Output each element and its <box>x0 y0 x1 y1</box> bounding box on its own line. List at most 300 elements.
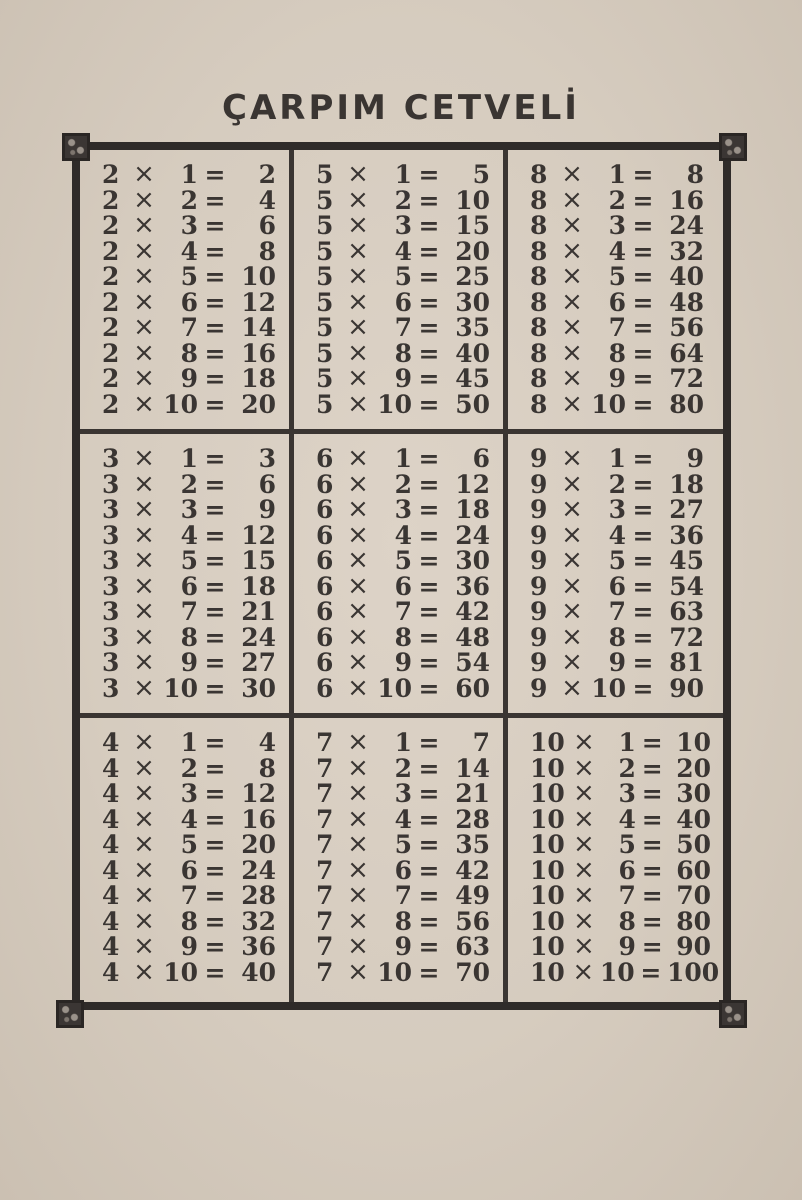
table-row <box>530 880 711 911</box>
corner-ornament <box>719 133 747 161</box>
times-sign: × <box>573 778 595 809</box>
product: 20 <box>241 830 276 860</box>
equals-sign: = <box>632 287 654 317</box>
times-sign: × <box>561 545 583 576</box>
times-sign: × <box>561 312 583 343</box>
multiplicand: 10 <box>530 957 565 987</box>
equals-sign: = <box>204 648 226 678</box>
equals-sign: = <box>204 444 226 474</box>
multiplication-grid <box>80 150 723 1002</box>
multiplicand: 9 <box>530 520 548 550</box>
product: 36 <box>669 520 704 550</box>
equals-sign: = <box>632 648 654 678</box>
times-sign: × <box>133 570 155 601</box>
times-sign: × <box>347 931 369 962</box>
multiplicand: 7 <box>316 830 334 860</box>
equals-sign: = <box>204 881 226 911</box>
multiplicand: 6 <box>316 648 334 678</box>
times-sign: × <box>133 752 155 783</box>
product: 42 <box>455 597 490 627</box>
multiplicand: 8 <box>530 185 548 215</box>
equals-sign: = <box>418 185 440 215</box>
product: 16 <box>241 804 276 834</box>
equals-sign: = <box>418 830 440 860</box>
times-sign: × <box>133 312 155 343</box>
times-sign: × <box>347 261 369 292</box>
multiplicand: 10 <box>530 881 565 911</box>
times-sign: × <box>133 931 155 962</box>
product: 16 <box>241 338 276 368</box>
product: 30 <box>676 779 711 809</box>
table-row <box>530 621 711 652</box>
multiplier: 9 <box>180 648 198 678</box>
multiplicand: 9 <box>530 546 548 576</box>
equals-sign: = <box>641 804 663 834</box>
times-sign: × <box>133 519 155 550</box>
table-row <box>102 931 277 962</box>
table-row <box>316 596 491 627</box>
product: 14 <box>455 753 490 783</box>
table-row <box>530 803 711 834</box>
multiplier: 6 <box>180 287 198 317</box>
product: 30 <box>455 287 490 317</box>
multiplicand: 8 <box>530 389 548 419</box>
equals-sign: = <box>418 571 440 601</box>
multiplier: 7 <box>608 313 626 343</box>
multiplicand: 9 <box>530 673 548 703</box>
product: 72 <box>669 364 704 394</box>
multiplier: 6 <box>180 855 198 885</box>
multiplier: 10 <box>377 957 412 987</box>
equals-sign: = <box>418 855 440 885</box>
equals-sign: = <box>204 830 226 860</box>
equals-sign: = <box>632 469 654 499</box>
equals-sign: = <box>204 364 226 394</box>
multiplier: 5 <box>608 546 626 576</box>
table-row <box>316 647 491 678</box>
product: 27 <box>669 495 704 525</box>
multiplier: 7 <box>394 881 412 911</box>
equals-sign: = <box>632 185 654 215</box>
multiplicand: 6 <box>316 546 334 576</box>
equals-sign: = <box>204 906 226 936</box>
multiplicand: 2 <box>102 287 120 317</box>
product: 30 <box>241 673 276 703</box>
product: 60 <box>676 855 711 885</box>
times-sign: × <box>133 235 155 266</box>
times-sign: × <box>347 312 369 343</box>
multiplicand: 3 <box>102 597 120 627</box>
equals-sign: = <box>632 211 654 241</box>
product: 21 <box>455 779 490 809</box>
table-block-10 <box>508 718 723 1002</box>
table-row <box>102 752 277 783</box>
multiplier: 1 <box>618 728 636 758</box>
table-row <box>316 363 491 394</box>
multiplier: 3 <box>180 495 198 525</box>
equals-sign: = <box>204 236 226 266</box>
multiplier: 9 <box>608 648 626 678</box>
product: 12 <box>455 469 490 499</box>
equals-sign: = <box>418 469 440 499</box>
multiplier: 1 <box>180 444 198 474</box>
equals-sign: = <box>632 520 654 550</box>
equals-sign: = <box>632 364 654 394</box>
multiplicand: 5 <box>316 211 334 241</box>
table-row <box>102 184 277 215</box>
multiplicand: 4 <box>102 855 120 885</box>
multiplicand: 9 <box>530 469 548 499</box>
product: 50 <box>676 830 711 860</box>
table-block-6 <box>294 434 508 718</box>
table-row <box>102 210 277 241</box>
product: 10 <box>241 262 276 292</box>
multiplier: 10 <box>377 673 412 703</box>
product: 42 <box>455 855 490 885</box>
equals-sign: = <box>204 855 226 885</box>
multiplier: 9 <box>180 932 198 962</box>
multiplicand: 5 <box>316 160 334 190</box>
equals-sign: = <box>418 236 440 266</box>
equals-sign: = <box>204 622 226 652</box>
multiplier: 1 <box>394 444 412 474</box>
table-row <box>530 931 711 962</box>
product: 20 <box>455 236 490 266</box>
equals-sign: = <box>204 571 226 601</box>
multiplicand: 5 <box>316 389 334 419</box>
equals-sign: = <box>418 160 440 190</box>
table-row <box>316 854 491 885</box>
table-row <box>530 672 711 703</box>
multiplicand: 6 <box>316 673 334 703</box>
table-row <box>102 647 277 678</box>
times-sign: × <box>133 337 155 368</box>
multiplier: 8 <box>608 338 626 368</box>
multiplier: 7 <box>180 597 198 627</box>
product: 48 <box>669 287 704 317</box>
equals-sign: = <box>632 597 654 627</box>
equals-sign: = <box>418 648 440 678</box>
equals-sign: = <box>632 444 654 474</box>
table-block-7 <box>294 718 508 1002</box>
multiplicand: 8 <box>530 262 548 292</box>
equals-sign: = <box>418 262 440 292</box>
equals-sign: = <box>418 546 440 576</box>
table-row <box>530 778 711 809</box>
times-sign: × <box>561 647 583 678</box>
product: 56 <box>669 313 704 343</box>
table-row <box>102 261 277 292</box>
product: 40 <box>676 804 711 834</box>
multiplier: 1 <box>394 160 412 190</box>
times-sign: × <box>347 443 369 474</box>
times-sign: × <box>133 184 155 215</box>
multiplier: 5 <box>180 262 198 292</box>
multiplicand: 10 <box>530 728 565 758</box>
table-row <box>102 312 277 343</box>
times-sign: × <box>347 519 369 550</box>
times-sign: × <box>561 210 583 241</box>
product: 8 <box>686 160 704 190</box>
equals-sign: = <box>204 957 226 987</box>
equals-sign: = <box>640 957 662 987</box>
table-row <box>102 803 277 834</box>
table-row <box>316 803 491 834</box>
multiplicand: 7 <box>316 855 334 885</box>
multiplicand: 4 <box>102 830 120 860</box>
times-sign: × <box>133 621 155 652</box>
multiplicand: 4 <box>102 957 120 987</box>
multiplier: 1 <box>180 160 198 190</box>
table-row <box>102 337 277 368</box>
equals-sign: = <box>418 932 440 962</box>
equals-sign: = <box>204 546 226 576</box>
multiplicand: 4 <box>102 881 120 911</box>
times-sign: × <box>347 159 369 190</box>
multiplier: 2 <box>618 753 636 783</box>
times-sign: × <box>133 647 155 678</box>
multiplicand: 5 <box>316 287 334 317</box>
table-row <box>102 854 277 885</box>
product: 6 <box>258 469 276 499</box>
times-sign: × <box>133 494 155 525</box>
equals-sign: = <box>418 906 440 936</box>
corner-ornament <box>56 1000 84 1028</box>
product: 48 <box>455 622 490 652</box>
table-row <box>102 956 277 987</box>
product: 14 <box>241 313 276 343</box>
product: 90 <box>676 932 711 962</box>
multiplicand: 8 <box>530 211 548 241</box>
product: 100 <box>667 957 720 987</box>
times-sign: × <box>133 956 155 987</box>
equals-sign: = <box>632 236 654 266</box>
product: 24 <box>241 622 276 652</box>
table-row <box>316 388 491 419</box>
times-sign: × <box>573 803 595 834</box>
multiplicand: 3 <box>102 622 120 652</box>
equals-sign: = <box>632 160 654 190</box>
table-row <box>316 494 491 525</box>
table-row <box>530 956 720 987</box>
multiplier: 8 <box>180 622 198 652</box>
multiplier: 9 <box>394 932 412 962</box>
multiplier: 8 <box>394 906 412 936</box>
times-sign: × <box>133 596 155 627</box>
product: 50 <box>455 389 490 419</box>
multiplier: 9 <box>180 364 198 394</box>
times-sign: × <box>133 854 155 885</box>
equals-sign: = <box>418 338 440 368</box>
multiplicand: 10 <box>530 830 565 860</box>
table-row <box>316 312 491 343</box>
multiplicand: 2 <box>102 236 120 266</box>
multiplier: 4 <box>180 804 198 834</box>
multiplicand: 6 <box>316 469 334 499</box>
table-row <box>102 235 277 266</box>
multiplier: 7 <box>394 313 412 343</box>
table-block-8 <box>508 150 723 434</box>
table-row <box>102 363 277 394</box>
multiplicand: 7 <box>316 932 334 962</box>
multiplier: 8 <box>180 338 198 368</box>
table-row <box>316 727 491 758</box>
multiplier: 4 <box>608 520 626 550</box>
multiplier: 6 <box>394 855 412 885</box>
product: 21 <box>241 597 276 627</box>
multiplier: 10 <box>377 389 412 419</box>
times-sign: × <box>133 672 155 703</box>
product: 90 <box>669 673 704 703</box>
table-row <box>102 159 277 190</box>
product: 18 <box>241 364 276 394</box>
times-sign: × <box>561 286 583 317</box>
equals-sign: = <box>418 804 440 834</box>
multiplicand: 5 <box>316 338 334 368</box>
multiplicand: 9 <box>530 495 548 525</box>
product: 24 <box>455 520 490 550</box>
multiplier: 7 <box>618 881 636 911</box>
product: 40 <box>455 338 490 368</box>
multiplicand: 6 <box>316 597 334 627</box>
multiplicand: 5 <box>316 313 334 343</box>
multiplier: 3 <box>180 211 198 241</box>
table-row <box>316 672 491 703</box>
multiplicand: 3 <box>102 444 120 474</box>
product: 6 <box>472 444 490 474</box>
multiplier: 4 <box>180 520 198 550</box>
multiplicand: 9 <box>530 597 548 627</box>
table-row <box>316 752 491 783</box>
times-sign: × <box>347 596 369 627</box>
table-row <box>530 570 711 601</box>
product: 5 <box>472 160 490 190</box>
product: 30 <box>455 546 490 576</box>
multiplicand: 2 <box>102 338 120 368</box>
equals-sign: = <box>204 932 226 962</box>
product: 18 <box>669 469 704 499</box>
table-row <box>530 261 711 292</box>
table-row <box>530 363 711 394</box>
multiplicand: 10 <box>530 932 565 962</box>
times-sign: × <box>347 210 369 241</box>
table-row <box>102 880 277 911</box>
product: 4 <box>258 185 276 215</box>
multiplier: 8 <box>394 338 412 368</box>
multiplicand: 9 <box>530 571 548 601</box>
equals-sign: = <box>632 622 654 652</box>
times-sign: × <box>133 803 155 834</box>
times-sign: × <box>133 388 155 419</box>
multiplier: 7 <box>608 597 626 627</box>
times-sign: × <box>347 570 369 601</box>
times-sign: × <box>561 235 583 266</box>
table-row <box>102 570 277 601</box>
equals-sign: = <box>418 287 440 317</box>
times-sign: × <box>347 778 369 809</box>
multiplier: 3 <box>394 495 412 525</box>
times-sign: × <box>133 210 155 241</box>
multiplicand: 8 <box>530 287 548 317</box>
multiplicand: 4 <box>102 779 120 809</box>
times-sign: × <box>347 752 369 783</box>
multiplicand: 4 <box>102 728 120 758</box>
product: 63 <box>455 932 490 962</box>
table-row <box>102 519 277 550</box>
multiplicand: 2 <box>102 262 120 292</box>
multiplicand: 7 <box>316 804 334 834</box>
times-sign: × <box>347 880 369 911</box>
product: 20 <box>676 753 711 783</box>
multiplier: 5 <box>618 830 636 860</box>
times-sign: × <box>133 159 155 190</box>
table-row <box>316 210 491 241</box>
multiplier: 9 <box>618 932 636 962</box>
multiplier: 5 <box>394 830 412 860</box>
times-sign: × <box>347 184 369 215</box>
times-sign: × <box>347 337 369 368</box>
multiplier: 1 <box>608 160 626 190</box>
product: 2 <box>258 160 276 190</box>
product: 35 <box>455 830 490 860</box>
table-row <box>530 829 711 860</box>
multiplicand: 8 <box>530 160 548 190</box>
product: 45 <box>455 364 490 394</box>
table-row <box>102 388 277 419</box>
multiplier: 1 <box>608 444 626 474</box>
equals-sign: = <box>204 389 226 419</box>
equals-sign: = <box>204 313 226 343</box>
multiplicand: 7 <box>316 779 334 809</box>
multiplicand: 8 <box>530 364 548 394</box>
table-row <box>316 880 491 911</box>
multiplicand: 6 <box>316 444 334 474</box>
table-row <box>316 545 491 576</box>
table-row <box>316 184 491 215</box>
table-row <box>316 235 491 266</box>
table-row <box>530 337 711 368</box>
equals-sign: = <box>641 855 663 885</box>
product: 20 <box>241 389 276 419</box>
product: 12 <box>241 520 276 550</box>
times-sign: × <box>347 647 369 678</box>
equals-sign: = <box>418 728 440 758</box>
table-block-9 <box>508 434 723 718</box>
equals-sign: = <box>204 495 226 525</box>
equals-sign: = <box>641 906 663 936</box>
multiplicand: 7 <box>316 881 334 911</box>
times-sign: × <box>347 621 369 652</box>
multiplier: 1 <box>394 728 412 758</box>
table-row <box>102 829 277 860</box>
multiplicand: 7 <box>316 957 334 987</box>
table-row <box>530 443 711 474</box>
equals-sign: = <box>418 881 440 911</box>
table-row <box>102 494 277 525</box>
table-row <box>316 261 491 292</box>
times-sign: × <box>561 184 583 215</box>
multiplicand: 4 <box>102 804 120 834</box>
times-sign: × <box>133 545 155 576</box>
product: 60 <box>455 673 490 703</box>
table-row <box>530 519 711 550</box>
product: 54 <box>669 571 704 601</box>
multiplier: 6 <box>394 571 412 601</box>
equals-sign: = <box>418 753 440 783</box>
multiplier: 4 <box>394 236 412 266</box>
multiplicand: 8 <box>530 313 548 343</box>
product: 49 <box>455 881 490 911</box>
